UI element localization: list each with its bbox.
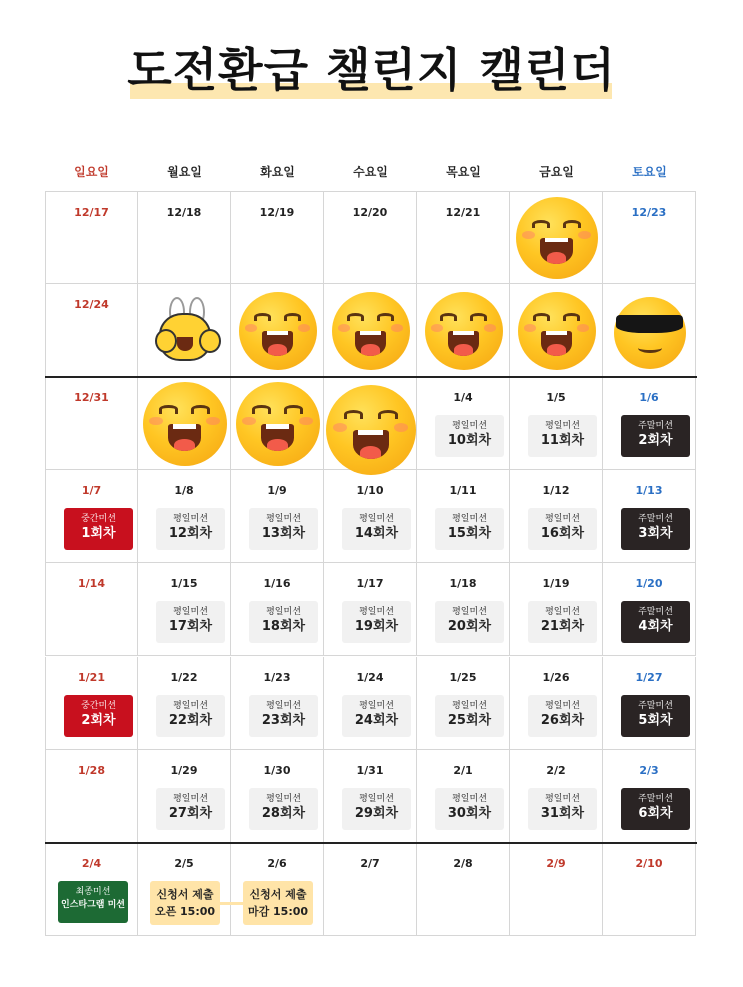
date-label: 1/21: [78, 671, 105, 684]
badge-label: 신청서 제출: [156, 888, 214, 901]
badge-value: 29회차: [354, 806, 399, 821]
date-label: 1/6: [639, 391, 659, 404]
date-label: 1/12: [542, 484, 570, 497]
date-label: 12/23: [631, 206, 667, 219]
badge-label: 중간미션: [81, 701, 116, 711]
badge-value: 30회차: [447, 806, 492, 821]
calendar-day-cell: [603, 657, 696, 750]
calendar-day-cell: [45, 284, 138, 377]
calendar-day-cell: [138, 191, 231, 284]
badge-value: 17회차: [168, 619, 213, 634]
weekday-mission-badge: [528, 415, 597, 457]
calendar-day-cell: [510, 563, 603, 656]
badge-label: 평일미션: [359, 794, 394, 804]
badge-value: 2회차: [81, 713, 116, 728]
mid-mission-badge: [64, 508, 133, 550]
badge-label: 최종미션: [75, 887, 111, 897]
badge-value: 14회차: [354, 526, 399, 541]
date-label: 1/31: [356, 764, 384, 777]
bunny-character-icon: [155, 297, 215, 363]
badge-value: 21회차: [540, 619, 585, 634]
date-label: 1/5: [546, 391, 566, 404]
calendar-day-cell: [417, 191, 510, 284]
date-label: 1/23: [263, 671, 291, 684]
badge-label: 평일미션: [452, 701, 487, 711]
weekday-mission-badge: [156, 601, 225, 643]
weekday-mission-badge: [342, 508, 411, 550]
calendar-day-cell: [417, 843, 510, 936]
badge-value: 12회차: [168, 526, 213, 541]
date-label: 1/15: [170, 577, 198, 590]
badge-label: 평일미션: [545, 794, 580, 804]
date-label: 1/27: [635, 671, 663, 684]
badge-label: 평일미션: [452, 421, 487, 431]
final-mission-badge: [58, 881, 128, 923]
date-label: 12/19: [259, 206, 295, 219]
badge-label: 평일미션: [359, 701, 394, 711]
date-label: 2/9: [546, 857, 566, 870]
week-divider: [45, 842, 697, 844]
calendar-day-cell: [45, 750, 138, 843]
sunglasses-face-icon: [614, 297, 686, 369]
badge-value: 6회차: [638, 806, 673, 821]
badge-label: 평일미션: [266, 701, 301, 711]
date-label: 1/9: [267, 484, 287, 497]
weekday-mission-badge: [342, 788, 411, 830]
badge-label: 평일미션: [359, 514, 394, 524]
weekday-mission-badge: [249, 788, 318, 830]
date-label: 1/8: [174, 484, 194, 497]
weekday-mission-badge: [249, 601, 318, 643]
date-label: 1/13: [635, 484, 663, 497]
date-label: 1/29: [170, 764, 198, 777]
calendar-day-cell: [324, 563, 417, 656]
badge-label: 주말미션: [638, 421, 673, 431]
calendar-day-cell: [510, 843, 603, 936]
date-label: 1/4: [453, 391, 473, 404]
badge-value: 인스타그램 미션: [61, 900, 125, 910]
laughing-face-icon: [332, 292, 410, 370]
laughing-face-icon: [239, 292, 317, 370]
weekend-mission-badge: [621, 508, 690, 550]
date-label: 12/17: [74, 206, 109, 219]
date-label: 1/17: [356, 577, 384, 590]
weekday-mission-badge: [342, 601, 411, 643]
date-label: 12/21: [445, 206, 481, 219]
date-label: 1/14: [78, 577, 105, 590]
weekday-header: 일요일: [74, 165, 109, 179]
calendar-day-cell: [231, 563, 324, 656]
badge-label: 주말미션: [638, 514, 673, 524]
laughing-face-icon: [326, 385, 416, 475]
page-title: 도전환급 챌린지 캘린더: [127, 43, 616, 97]
mid-mission-badge: [64, 695, 133, 737]
laughing-face-icon: [516, 197, 598, 279]
calendar-day-cell: [510, 377, 603, 470]
badge-label: 평일미션: [452, 607, 487, 617]
calendar-day-cell: [417, 750, 510, 843]
calendar-day-cell: [324, 657, 417, 750]
calendar-day-cell: [603, 191, 696, 284]
laughing-face-icon: [143, 382, 227, 466]
weekday-header: 수요일: [353, 165, 388, 179]
weekday-mission-badge: [156, 508, 225, 550]
calendar-day-cell: [231, 750, 324, 843]
badge-value: 18회차: [261, 619, 306, 634]
laughing-face-icon: [425, 292, 503, 370]
weekday-mission-badge: [528, 788, 597, 830]
calendar-day-cell: [324, 191, 417, 284]
badge-label: 평일미션: [266, 794, 301, 804]
date-label: 2/10: [635, 857, 663, 870]
weekday-header: 토요일: [632, 165, 667, 179]
date-label: 12/24: [74, 298, 109, 311]
badge-value: 4회차: [638, 619, 673, 634]
badge-label: 평일미션: [545, 421, 580, 431]
badge-value: 20회차: [447, 619, 492, 634]
badge-value: 26회차: [540, 713, 585, 728]
date-label: 12/31: [74, 391, 109, 404]
calendar-day-cell: [324, 843, 417, 936]
calendar-day-cell: [138, 657, 231, 750]
badge-value: 28회차: [261, 806, 306, 821]
date-label: 1/20: [635, 577, 663, 590]
badge-value: 16회차: [540, 526, 585, 541]
date-label: 12/18: [166, 206, 202, 219]
badge-label: 신청서 제출: [249, 888, 307, 901]
badge-value: 22회차: [168, 713, 213, 728]
weekday-mission-badge: [435, 415, 504, 457]
date-label: 2/5: [174, 857, 194, 870]
weekday-mission-badge: [156, 788, 225, 830]
weekday-mission-badge: [249, 695, 318, 737]
calendar-day-cell: [603, 843, 696, 936]
calendar-day-cell: [231, 843, 324, 936]
date-label: 2/8: [453, 857, 473, 870]
badge-value: 13회차: [261, 526, 306, 541]
date-label: 2/3: [639, 764, 659, 777]
calendar-day-cell: [45, 843, 138, 936]
date-label: 1/30: [263, 764, 291, 777]
badge-value: 31회차: [540, 806, 585, 821]
date-label: 12/20: [352, 206, 388, 219]
calendar-day-cell: [138, 843, 231, 936]
calendar-day-cell: [231, 657, 324, 750]
calendar-day-cell: [231, 191, 324, 284]
calendar-day-cell: [138, 563, 231, 656]
laughing-face-icon: [518, 292, 596, 370]
weekday-mission-badge: [249, 508, 318, 550]
calendar-day-cell: [603, 470, 696, 563]
calendar-day-cell: [231, 470, 324, 563]
badge-label: 평일미션: [266, 514, 301, 524]
date-label: 2/4: [81, 857, 102, 870]
weekday-mission-badge: [156, 695, 225, 737]
weekday-header: 화요일: [260, 165, 295, 179]
badge-label: 평일미션: [452, 794, 487, 804]
calendar-day-cell: [603, 377, 696, 470]
weekday-header-row: [45, 160, 697, 184]
calendar-day-cell: [138, 750, 231, 843]
date-label: 1/26: [542, 671, 570, 684]
badge-label: 평일미션: [452, 514, 487, 524]
badge-value: 24회차: [354, 713, 399, 728]
date-label: 1/16: [263, 577, 291, 590]
submit-connector-line: [219, 902, 245, 905]
calendar-day-cell: [45, 563, 138, 656]
date-label: 1/22: [170, 671, 198, 684]
calendar-day-cell: [417, 470, 510, 563]
badge-value: 5회차: [638, 713, 673, 728]
badge-label: 평일미션: [173, 794, 208, 804]
date-label: 2/1: [453, 764, 473, 777]
badge-label: 평일미션: [266, 607, 301, 617]
badge-label: 평일미션: [173, 514, 208, 524]
date-label: 1/10: [356, 484, 384, 497]
badge-value: 27회차: [168, 806, 213, 821]
date-label: 1/25: [449, 671, 477, 684]
date-label: 2/7: [360, 857, 380, 870]
weekday-header: 월요일: [167, 165, 202, 179]
badge-label: 주말미션: [638, 701, 673, 711]
badge-label: 평일미션: [545, 607, 580, 617]
date-label: 1/24: [356, 671, 384, 684]
badge-label: 주말미션: [638, 607, 673, 617]
weekend-mission-badge: [621, 415, 690, 457]
calendar-day-cell: [417, 563, 510, 656]
badge-label: 평일미션: [545, 514, 580, 524]
date-label: 2/2: [546, 764, 566, 777]
calendar-day-cell: [417, 377, 510, 470]
badge-value: 23회차: [261, 713, 306, 728]
weekday-mission-badge: [342, 695, 411, 737]
weekend-mission-badge: [621, 695, 690, 737]
submit-mission-badge: [150, 881, 220, 925]
title-area: [0, 38, 743, 108]
weekday-mission-badge: [528, 695, 597, 737]
weekend-mission-badge: [621, 601, 690, 643]
date-label: 1/28: [78, 764, 105, 777]
badge-value: 1회차: [81, 526, 116, 541]
badge-value: 15회차: [447, 526, 492, 541]
weekday-header: 금요일: [539, 165, 574, 179]
laughing-face-icon: [236, 382, 320, 466]
date-label: 1/7: [81, 484, 102, 497]
badge-label: 평일미션: [173, 701, 208, 711]
badge-label: 평일미션: [173, 607, 208, 617]
calendar-day-cell: [45, 377, 138, 470]
date-label: 2/6: [267, 857, 287, 870]
date-label: 1/19: [542, 577, 570, 590]
badge-value: 3회차: [638, 526, 673, 541]
calendar-day-cell: [138, 470, 231, 563]
submit-mission-badge: [243, 881, 313, 925]
week-divider: [45, 376, 697, 378]
calendar-day-cell: [45, 657, 138, 750]
calendar-day-cell: [603, 750, 696, 843]
calendar-day-cell: [603, 563, 696, 656]
badge-value: 마감 15:00: [247, 905, 309, 918]
weekday-mission-badge: [528, 508, 597, 550]
weekday-mission-badge: [435, 788, 504, 830]
weekday-mission-badge: [435, 695, 504, 737]
weekday-header: 목요일: [446, 165, 481, 179]
date-label: 1/18: [449, 577, 477, 590]
calendar-day-cell: [417, 657, 510, 750]
calendar-day-cell: [45, 470, 138, 563]
badge-value: 25회차: [447, 713, 492, 728]
badge-label: 주말미션: [638, 794, 673, 804]
calendar-day-cell: [324, 470, 417, 563]
badge-value: 11회차: [540, 433, 585, 448]
badge-label: 평일미션: [359, 607, 394, 617]
badge-value: 10회차: [447, 433, 492, 448]
calendar-day-cell: [510, 750, 603, 843]
calendar-day-cell: [510, 657, 603, 750]
badge-value: 19회차: [354, 619, 399, 634]
weekday-mission-badge: [435, 508, 504, 550]
badge-label: 평일미션: [545, 701, 580, 711]
weekday-mission-badge: [528, 601, 597, 643]
badge-value: 2회차: [638, 433, 673, 448]
calendar-day-cell: [45, 191, 138, 284]
badge-label: 중간미션: [81, 514, 116, 524]
badge-value: 오픈 15:00: [154, 905, 216, 918]
calendar-day-cell: [324, 750, 417, 843]
date-label: 1/11: [449, 484, 477, 497]
weekend-mission-badge: [621, 788, 690, 830]
weekday-mission-badge: [435, 601, 504, 643]
calendar-day-cell: [510, 470, 603, 563]
